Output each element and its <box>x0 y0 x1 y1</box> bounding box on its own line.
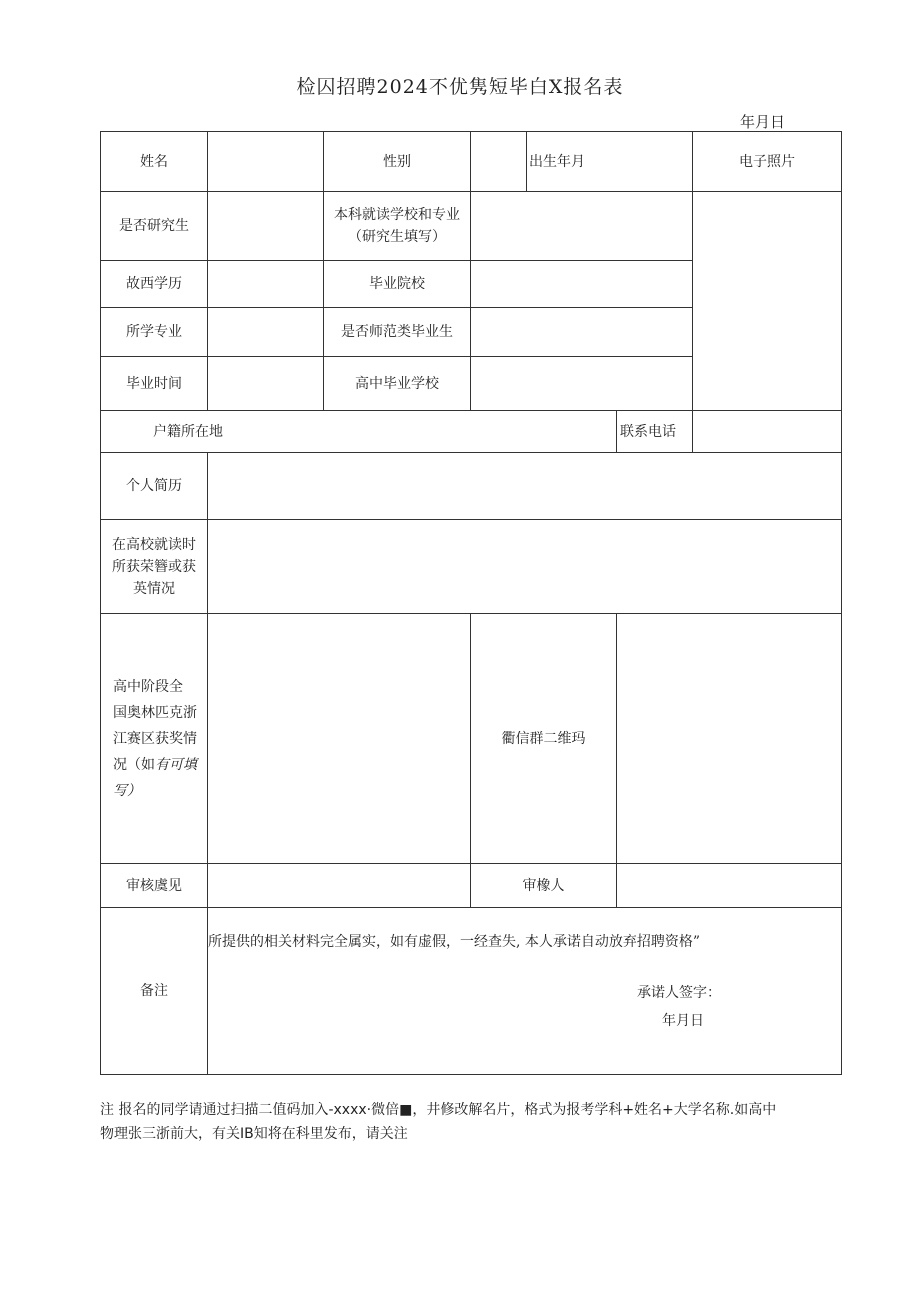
photo-label: 电子照片 <box>692 131 842 192</box>
undergrad-school-label <box>323 191 471 261</box>
grad-student-label: 是否研究生 <box>100 191 208 261</box>
degree-field[interactable] <box>207 260 324 308</box>
hukou-label: 户籍所在地 <box>100 410 617 453</box>
grad-student-field[interactable] <box>207 191 324 261</box>
honors-label <box>100 519 208 614</box>
undergrad-school-field[interactable] <box>470 191 693 261</box>
honors-label-line2: 所获荣簪或获 <box>112 558 196 575</box>
olympiad-label-line4b: 有可填 <box>155 756 197 773</box>
review-opinion-field[interactable] <box>207 863 471 908</box>
olympiad-label-line1: 高中阶段全 <box>113 678 183 695</box>
major-field[interactable] <box>207 307 324 357</box>
normal-grad-label: 是否师范类毕业生 <box>323 307 471 357</box>
olympiad-field[interactable] <box>207 613 471 864</box>
graduated-school-field[interactable] <box>470 260 693 308</box>
olympiad-label-line3: 江赛区获奖情 <box>113 730 197 747</box>
wechat-qr-label: 衢信群二维玛 <box>470 613 617 864</box>
major-label: 所学专业 <box>100 307 208 357</box>
name-label: 姓名 <box>100 131 208 192</box>
remarks-label: 备注 <box>100 907 208 1075</box>
undergrad-school-label-line1: 本科就读学校和专业 <box>334 207 460 223</box>
signature-label: 承诺人签字： <box>637 985 721 1001</box>
normal-grad-field[interactable] <box>470 307 693 357</box>
reviewer-field[interactable] <box>616 863 842 908</box>
form-title: 检囚招聘2024不优隽短毕白X报名表 <box>296 76 624 98</box>
pledge-text: 所提供的相关材料完全属实，如有虚假，一经查失, 本人承诺自动放弃招聘资格” <box>208 934 701 950</box>
phone-label: 联系电话 <box>616 410 693 453</box>
grad-time-label: 毕业时间 <box>100 356 208 411</box>
gender-field[interactable] <box>470 131 527 192</box>
olympiad-label <box>100 613 208 864</box>
honors-label-line1: 在高校就读时 <box>112 536 196 553</box>
resume-field[interactable] <box>207 452 842 520</box>
footer-note-line1: 注 报名的同学请通过扫描二值码加入-xxxx·微倍■，井修改解名片，格式为报考学科+姓名+大学名称.如高中 <box>100 1102 777 1118</box>
signature-date: 年月日 <box>662 1013 704 1029</box>
reviewer-label: 审橡人 <box>470 863 617 908</box>
olympiad-label-line5: 写） <box>113 782 141 799</box>
degree-label: 故西学历 <box>100 260 208 308</box>
graduated-school-label: 毕业院校 <box>323 260 471 308</box>
form-date: 年月日 <box>740 113 786 131</box>
olympiad-label-line2: 国奥林匹克浙 <box>113 704 197 721</box>
birth-label: 出生年月 <box>526 131 693 192</box>
undergrad-school-label-line2: （研究生填写） <box>348 229 446 245</box>
honors-field[interactable] <box>207 519 842 614</box>
name-field[interactable] <box>207 131 324 192</box>
review-opinion-label: 审核虞见 <box>100 863 208 908</box>
olympiad-label-line4a: 况（如 <box>113 756 155 773</box>
phone-field[interactable] <box>692 410 842 453</box>
resume-label: 个人简历 <box>100 452 208 520</box>
grad-time-field[interactable] <box>207 356 324 411</box>
wechat-qr-area[interactable] <box>616 613 842 864</box>
footer-note <box>100 1098 850 1146</box>
gender-label: 性别 <box>323 131 471 192</box>
high-school-label: 高中毕业学校 <box>323 356 471 411</box>
photo-area[interactable] <box>692 191 842 411</box>
honors-label-line3: 英情况 <box>133 580 175 597</box>
footer-note-line2: 物理张三浙前大，有关IB知将在科里发布，请关注 <box>100 1126 408 1142</box>
olympiad-label-line4 <box>113 752 197 778</box>
high-school-field[interactable] <box>470 356 693 411</box>
